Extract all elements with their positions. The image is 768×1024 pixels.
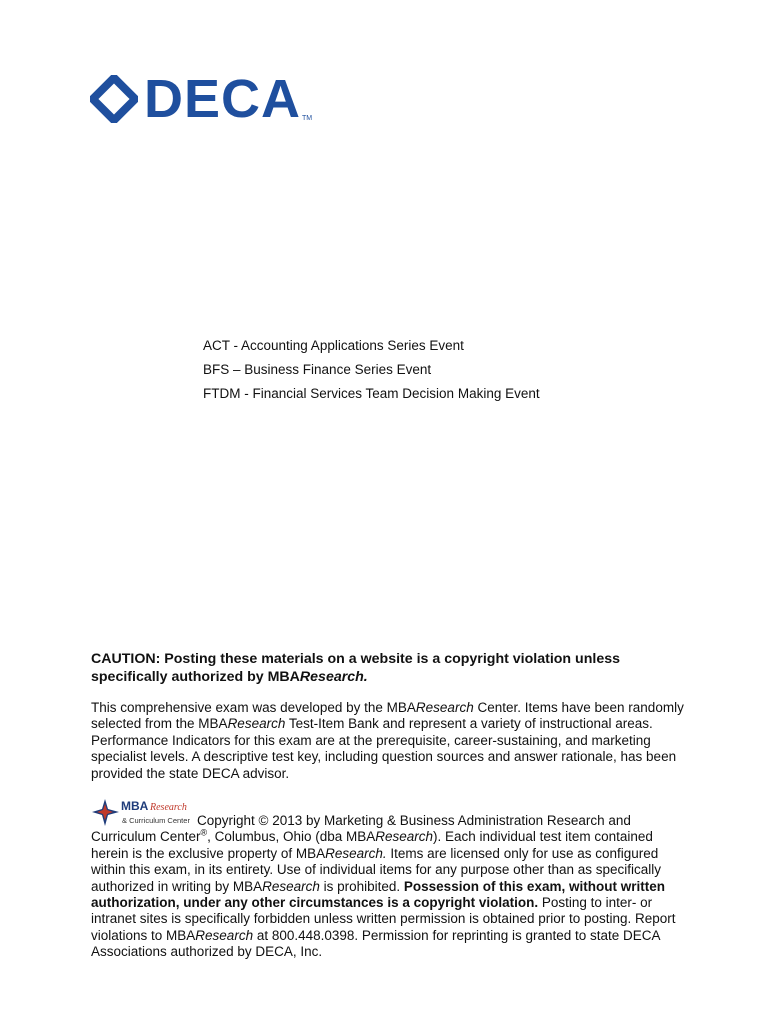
copyright-research: Research (262, 878, 320, 894)
mba-star-icon (91, 798, 121, 828)
copyright-text: Posting to inter- or intranet sites is specifically forbidden unless written permission is obtained prior to posting. Report violations to MBA (91, 895, 676, 943)
copyright-text: Items are licensed only for use as configured within this exam, in its entirety. Use of individual items for any purpose other than as specifically authorized in writing by MBA (91, 845, 662, 894)
copyright-paragraph (91, 798, 691, 961)
copyright-research: Research. (325, 845, 387, 861)
intro-text: This comprehensive exam was developed by the MBA (91, 700, 416, 715)
deca-wordmark: DECA (144, 69, 302, 129)
event-item: FTDM - Financial Services Team Decision Making Event (203, 386, 540, 401)
event-item: BFS – Business Finance Series Event (203, 362, 432, 377)
intro-research: Research (415, 700, 474, 715)
event-item: ACT - Accounting Applications Series Event (203, 338, 464, 353)
event-list (203, 334, 540, 406)
copyright-warning: Possession of this exam, without written authorization, under any other circumstances is a copyright violation. (91, 878, 665, 911)
deca-diamond-icon (90, 75, 138, 123)
copyright-text: is prohibited. (319, 878, 404, 894)
copyright-text: ). Each individual test item contained herein is the exclusive property of MBA (91, 829, 653, 861)
caution-research: Research. (299, 669, 368, 685)
copyright-text: Copyright © 2013 by Marketing & Business Administration Research and Curriculum Center (91, 813, 631, 845)
copyright-text: , Columbus, Ohio (dba MBA (207, 829, 376, 845)
copyright-research: Research (195, 927, 254, 943)
copyright-research: Research (375, 829, 434, 845)
mba-logo-word: MBA (121, 799, 149, 813)
mba-logo-subtitle: & Curriculum Center (122, 816, 190, 825)
intro-text: Test-Item Bank and represent a variety of instructional areas. Performance Indicators for this exam are at the prerequisite, career-sustaining, and marketing specialist levels. A descriptive test key, including question sources and answer rationale, has been provided the state DECA advisor. (91, 716, 677, 781)
registered-mark: ® (200, 827, 208, 838)
mba-research-logo (91, 798, 195, 828)
caution-notice (91, 650, 691, 686)
intro-research: Research (227, 716, 286, 732)
intro-text: Center. Items have been randomly selected from the MBA (91, 700, 684, 732)
intro-paragraph (91, 700, 691, 782)
mba-logo-research: Research (150, 802, 187, 813)
copyright-text: at 800.448.0398. Permission for reprinting is granted to state DECA Associations authorized by DECA, Inc. (91, 927, 660, 960)
trademark-mark: TM (302, 115, 313, 122)
caution-text: CAUTION: Posting these materials on a website is a copyright violation unless specifically authorized by MBA (91, 651, 620, 685)
deca-logo (90, 70, 312, 128)
